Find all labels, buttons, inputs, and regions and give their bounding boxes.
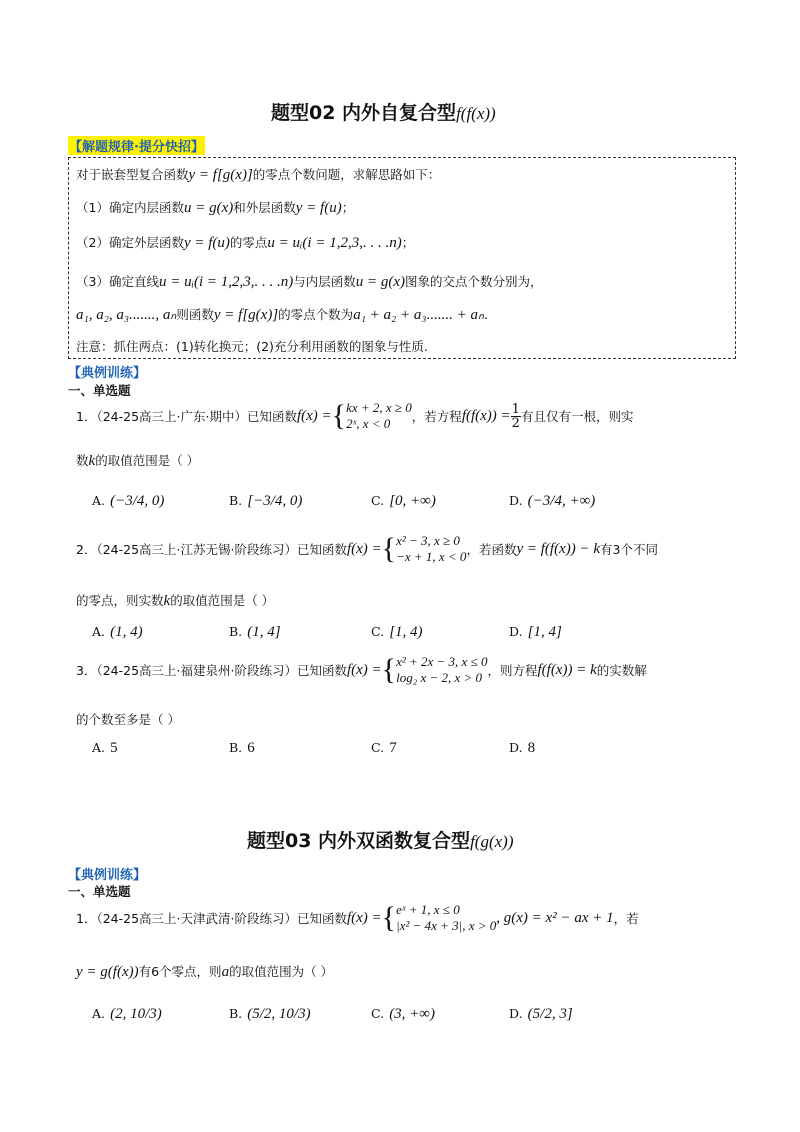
question-4-stem <box>76 902 639 934</box>
formula: f(x) = <box>346 909 382 926</box>
option-d[interactable]: D. 8 <box>509 740 536 756</box>
box-text: （1）确定内层函数 <box>76 200 184 215</box>
case-1: eˣ + 1, x ≤ 0 <box>396 902 460 917</box>
option-c[interactable]: C. [0, +∞) <box>371 493 436 509</box>
formula: a₁ + a₂ + a₃....... + aₙ <box>353 307 484 323</box>
formula: u = g(x) <box>183 200 234 216</box>
piecewise-cases <box>396 902 496 934</box>
question-1-line-2 <box>76 450 199 470</box>
question-2-line-2 <box>76 590 274 610</box>
box-text: . <box>483 307 488 322</box>
question-3-options <box>92 737 722 757</box>
question-text: 有6个零点，则 <box>138 964 222 979</box>
option-d[interactable]: D. (−3/4, +∞) <box>509 493 596 509</box>
box-text: 则函数 <box>176 307 214 322</box>
piecewise-cases <box>396 533 466 565</box>
option-b[interactable]: B. (5/2, 10/3) <box>229 1006 311 1022</box>
method-box <box>68 157 736 359</box>
option-c[interactable]: C. (3, +∞) <box>371 1006 435 1022</box>
title-formula: f(f(x)) <box>456 104 496 123</box>
box-text: ； <box>341 200 355 215</box>
question-text: 3．（24-25高三上·福建泉州·阶段练习）已知函数 <box>76 663 347 678</box>
fraction: $\frac{1}{2}$ <box>511 401 520 431</box>
question-text: 数 <box>76 453 89 468</box>
section-heading: 一、单选题 <box>68 884 131 899</box>
case-1: x² + 2x − 3, x ≤ 0 <box>396 654 488 669</box>
box-line-1 <box>76 164 440 184</box>
box-text: ； <box>401 235 415 250</box>
question-text: 的零点，则实数 <box>76 593 164 608</box>
formula: f(x) = <box>346 540 382 557</box>
question-text: 1．（24-25高三上·广东·期中）已知函数 <box>76 409 297 424</box>
box-text: （2）确定外层函数 <box>76 235 184 250</box>
question-1-stem <box>76 400 633 432</box>
formula: y = f(f(x)) − k <box>516 540 600 557</box>
option-a[interactable]: A. (−3/4, 0) <box>92 493 165 509</box>
piecewise-brace: { <box>381 653 397 686</box>
option-b[interactable]: B. [−3/4, 0) <box>229 493 303 509</box>
option-d[interactable]: D. (5/2, 3] <box>509 1006 573 1022</box>
formula: k <box>163 593 171 609</box>
question-text: 有且仅有一根，则实 <box>520 409 634 424</box>
question-text: ，则方程 <box>487 663 538 678</box>
piecewise-cases <box>346 400 412 432</box>
question-3-line-2: 的个数至多是（ ） <box>76 712 180 727</box>
option-a[interactable]: A. (2, 10/3) <box>92 1006 162 1022</box>
question-4-options <box>92 1003 722 1023</box>
section-title-text: 题型02 内外自复合型 <box>271 102 457 124</box>
box-text: 与内层函数 <box>293 274 356 289</box>
case-2: −x + 1, x < 0 <box>396 549 467 564</box>
question-text: 有3个不同 <box>600 542 658 557</box>
formula: u = uᵢ(i = 1,2,3,. . . .n) <box>267 235 402 251</box>
formula: f(f(x)) = <box>461 407 511 424</box>
section-heading: 一、单选题 <box>68 383 131 398</box>
section-title-03 <box>247 826 513 853</box>
question-text: 的取值范围是（ ） <box>95 453 200 468</box>
case-1: x² − 3, x ≥ 0 <box>396 533 460 548</box>
box-line-2 <box>76 197 354 217</box>
box-text: 对于嵌套型复合函数 <box>76 167 189 182</box>
formula: a₁, a₂, a₃......., aₙ <box>76 307 177 323</box>
formula: f(x) = <box>346 661 382 678</box>
formula: f(x) = <box>296 407 332 424</box>
box-line-4 <box>76 271 543 291</box>
formula: y = f(u) <box>183 235 230 251</box>
formula: y = f(u) <box>295 200 342 216</box>
option-c[interactable]: C. 7 <box>371 740 397 756</box>
example-tag: 【典例训练】 <box>68 366 147 381</box>
question-1-options <box>92 490 722 510</box>
box-line-5 <box>76 304 488 324</box>
tip-tag: 【解题规律·提分快招】 <box>68 136 205 155</box>
box-text: 和外层函数 <box>233 200 296 215</box>
question-2-stem <box>76 533 658 565</box>
question-text: 的取值范围是（ ） <box>170 593 275 608</box>
question-text: ，若函数 <box>466 542 517 557</box>
formula: y = f[g(x)] <box>213 307 279 323</box>
section-title-text: 题型03 内外双函数复合型 <box>247 830 471 852</box>
question-text: 1．（24-25高三上·天津武清·阶段练习）已知函数 <box>76 911 347 926</box>
case-2: |x² − 4x + 3|, x > 0 <box>396 918 497 933</box>
formula: a <box>221 964 230 980</box>
question-text: 2．（24-25高三上·江苏无锡·阶段练习）已知函数 <box>76 542 347 557</box>
option-c[interactable]: C. [1, 4) <box>371 624 423 640</box>
section-title-02 <box>271 98 496 125</box>
question-3-stem <box>76 654 647 686</box>
formula: y = g(f(x)) <box>76 964 139 980</box>
box-text: 的零点个数为 <box>278 307 354 322</box>
box-text: 的零点 <box>229 235 268 250</box>
case-1: kx + 2, x ≥ 0 <box>346 400 412 415</box>
option-a[interactable]: A. (1, 4) <box>92 624 143 640</box>
case-2: 2ˣ, x < 0 <box>346 416 391 431</box>
example-tag: 【典例训练】 <box>68 868 147 883</box>
question-text: ，若 <box>613 911 639 926</box>
formula: y = f[g(x)] <box>188 167 253 183</box>
box-note: 注意：抓住两点：(1)转化换元；(2)充分利用函数的图象与性质. <box>76 339 428 354</box>
box-text: 图象的交点个数分别为， <box>405 274 543 289</box>
question-text: ，若方程 <box>411 409 462 424</box>
piecewise-brace: { <box>381 532 397 565</box>
question-2-options <box>92 621 722 641</box>
formula: u = g(x) <box>355 274 406 290</box>
case-2: log₂ x − 2, x > 0 <box>396 670 483 685</box>
option-d[interactable]: D. [1, 4] <box>509 624 562 640</box>
formula: f(f(x)) = k <box>537 661 597 678</box>
question-4-line-2 <box>76 961 333 981</box>
box-line-3 <box>76 232 414 252</box>
piecewise-cases <box>396 654 487 686</box>
piecewise-brace: { <box>381 901 397 934</box>
box-text: （3）确定直线 <box>76 274 159 289</box>
formula: k <box>88 453 96 469</box>
formula: , g(x) = x² − ax + 1 <box>496 909 614 926</box>
question-text: 的取值范围为（ ） <box>229 964 334 979</box>
option-b[interactable]: B. 6 <box>229 740 255 756</box>
title-formula: f(g(x)) <box>470 832 514 851</box>
piecewise-brace: { <box>331 399 347 432</box>
option-a[interactable]: A. 5 <box>92 740 118 756</box>
box-text: 的零点个数问题，求解思路如下： <box>252 167 441 182</box>
question-text: 的实数解 <box>596 663 647 678</box>
option-b[interactable]: B. (1, 4] <box>229 624 281 640</box>
formula: u = uᵢ(i = 1,2,3,. . . .n) <box>158 274 294 290</box>
